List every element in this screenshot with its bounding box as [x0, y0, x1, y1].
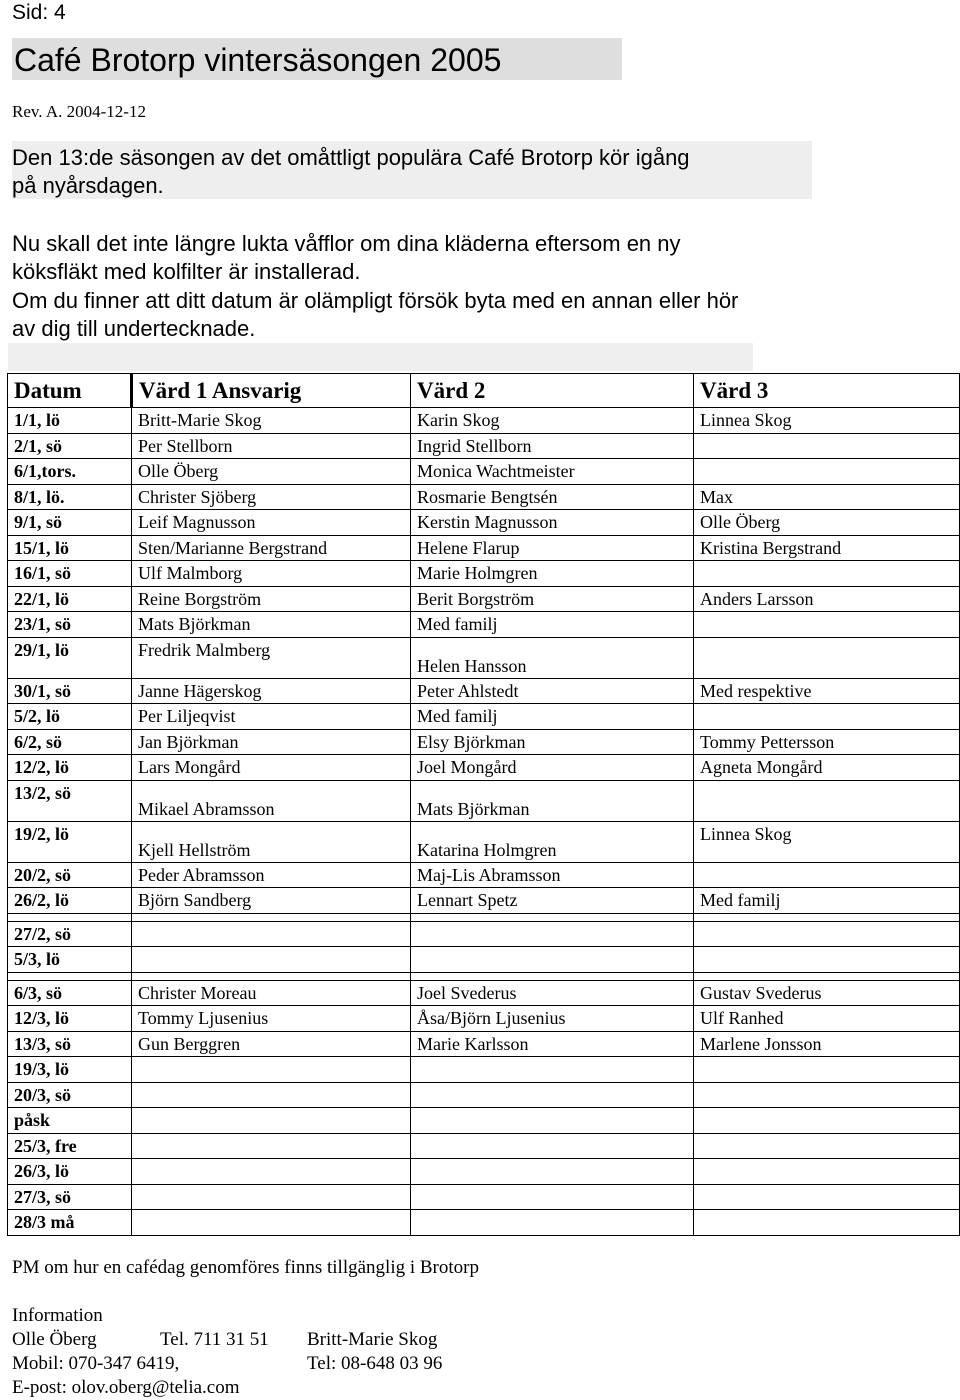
pm-note: PM om hur en cafédag genomföres finns tillgänglig i Brotorp [12, 1257, 479, 1278]
cell-host-1 [132, 1082, 411, 1108]
header-date: Datum [8, 374, 132, 408]
table-spacer [8, 913, 960, 921]
cell-host-3 [694, 459, 960, 485]
table-row [8, 1057, 960, 1083]
table-row [8, 1108, 960, 1134]
table-row [8, 947, 960, 973]
cell-host-3 [694, 780, 960, 821]
cell-host-2 [411, 1184, 694, 1210]
table-row [8, 821, 960, 862]
cell-host-1: Tommy Ljusenius [132, 1006, 411, 1032]
cell-date: 5/3, lö [8, 947, 132, 973]
intro-line-6: av dig till undertecknade. [12, 316, 256, 341]
cell-host-2: Elsy Björkman [411, 729, 694, 755]
cell-host-2: Marie Karlsson [411, 1031, 694, 1057]
cell-host-1 [132, 1159, 411, 1185]
cell-host-1: Per Stellborn [132, 433, 411, 459]
table-row [8, 862, 960, 888]
cell-host-3 [694, 1108, 960, 1134]
cell-host-1: Sten/Marianne Bergstrand [132, 535, 411, 561]
cell-host-3 [694, 433, 960, 459]
table-row [8, 678, 960, 704]
contact-1-mobile: Mobil: 070-347 6419, [12, 1353, 180, 1374]
schedule-body [8, 408, 960, 1236]
cell-date: 20/3, sö [8, 1082, 132, 1108]
cell-host-2 [411, 921, 694, 947]
cell-host-1: Jan Björkman [132, 729, 411, 755]
cell-host-1: Janne Hägerskog [132, 678, 411, 704]
cell-host-2 [411, 1057, 694, 1083]
intro-line-2: på nyårsdagen. [12, 173, 164, 198]
cell-date: 19/2, lö [8, 821, 132, 862]
cell-host-3 [694, 1210, 960, 1236]
cell-host-2: Monica Wachtmeister [411, 459, 694, 485]
revision-label: Rev. A. 2004-12-12 [12, 102, 146, 121]
cell-host-2: Marie Holmgren [411, 561, 694, 587]
cell-host-2 [411, 947, 694, 973]
cell-host-1: Fredrik Malmberg [132, 637, 411, 678]
intro-line-1: Den 13:de säsongen av det omåttligt populära Café Brotorp kör igång [12, 145, 690, 170]
cell-host-2: Joel Svederus [411, 980, 694, 1006]
cell-host-3: Agneta Mongård [694, 755, 960, 781]
table-row [8, 586, 960, 612]
table-row [8, 780, 960, 821]
cell-host-3: Anders Larsson [694, 586, 960, 612]
cell-host-2 [411, 1108, 694, 1134]
cell-host-1 [132, 1184, 411, 1210]
cell-host-3 [694, 1159, 960, 1185]
table-row [8, 1210, 960, 1236]
cell-date: 25/3, fre [8, 1133, 132, 1159]
cell-host-2: Lennart Spetz [411, 888, 694, 914]
table-row [8, 433, 960, 459]
cell-host-3: Kristina Bergstrand [694, 535, 960, 561]
table-row [8, 637, 960, 678]
spacer-cell [8, 972, 132, 980]
table-row [8, 980, 960, 1006]
cell-host-2: Peter Ahlstedt [411, 678, 694, 704]
table-row [8, 1082, 960, 1108]
cell-host-3: Gustav Svederus [694, 980, 960, 1006]
contact-1-tel: Tel. 711 31 51 [160, 1329, 269, 1350]
header-host-3: Värd 3 [694, 374, 960, 408]
spacer-cell [132, 913, 411, 921]
cell-host-1: Leif Magnusson [132, 510, 411, 536]
cell-host-3 [694, 612, 960, 638]
cell-date: 8/1, lö. [8, 484, 132, 510]
cell-date: 6/1,tors. [8, 459, 132, 485]
intro-line-4: köksfläkt med kolfilter är installerad. [12, 259, 361, 284]
cell-host-3 [694, 1184, 960, 1210]
cell-date: 6/2, sö [8, 729, 132, 755]
cell-date: påsk [8, 1108, 132, 1134]
cell-date: 28/3 må [8, 1210, 132, 1236]
cell-date: 26/2, lö [8, 888, 132, 914]
page-title: Café Brotorp vintersäsongen 2005 [14, 42, 502, 78]
cell-host-1: Peder Abramsson [132, 862, 411, 888]
cell-date: 1/1, lö [8, 408, 132, 434]
cell-date: 29/1, lö [8, 637, 132, 678]
cell-date: 22/1, lö [8, 586, 132, 612]
cell-date: 27/3, sö [8, 1184, 132, 1210]
cell-date: 12/2, lö [8, 755, 132, 781]
cell-host-2: Med familj [411, 612, 694, 638]
table-row [8, 921, 960, 947]
cell-host-2: Ingrid Stellborn [411, 433, 694, 459]
cell-host-1: Kjell Hellström [132, 821, 411, 862]
cell-host-3: Marlene Jonsson [694, 1031, 960, 1057]
cell-date: 9/1, sö [8, 510, 132, 536]
cell-date: 13/2, sö [8, 780, 132, 821]
table-row [8, 1031, 960, 1057]
table-row [8, 408, 960, 434]
spacer-cell [8, 913, 132, 921]
cell-host-2: Joel Mongård [411, 755, 694, 781]
cell-host-3 [694, 947, 960, 973]
contact-2-name: Britt-Marie Skog [307, 1329, 438, 1350]
cell-host-2: Katarina Holmgren [411, 821, 694, 862]
cell-date: 30/1, sö [8, 678, 132, 704]
cell-date: 5/2, lö [8, 704, 132, 730]
cell-host-2: Kerstin Magnusson [411, 510, 694, 536]
cell-date: 19/3, lö [8, 1057, 132, 1083]
cell-date: 20/2, sö [8, 862, 132, 888]
cell-host-1: Britt-Marie Skog [132, 408, 411, 434]
table-row [8, 1006, 960, 1032]
cell-host-2 [411, 1210, 694, 1236]
cell-host-3 [694, 862, 960, 888]
cell-date: 12/3, lö [8, 1006, 132, 1032]
schedule-table [7, 373, 960, 1236]
cell-host-2: Åsa/Björn Ljusenius [411, 1006, 694, 1032]
cell-host-3 [694, 1133, 960, 1159]
cell-host-1 [132, 1057, 411, 1083]
cell-host-2: Maj-Lis Abramsson [411, 862, 694, 888]
cell-host-3 [694, 921, 960, 947]
cell-host-1: Ulf Malmborg [132, 561, 411, 587]
cell-host-3 [694, 561, 960, 587]
info-heading: Information [12, 1305, 103, 1326]
cell-host-1: Gun Berggren [132, 1031, 411, 1057]
spacer-cell [694, 913, 960, 921]
table-row [8, 459, 960, 485]
blank-highlight [8, 343, 753, 371]
cell-date: 13/3, sö [8, 1031, 132, 1057]
cell-host-1: Mikael Abramsson [132, 780, 411, 821]
cell-host-2: Rosmarie Bengtsén [411, 484, 694, 510]
header-host-2: Värd 2 [411, 374, 694, 408]
cell-host-3: Med respektive [694, 678, 960, 704]
table-spacer [8, 972, 960, 980]
cell-date: 23/1, sö [8, 612, 132, 638]
intro-line-5: Om du finner att ditt datum är olämpligt försök byta med en annan eller hör [12, 288, 739, 313]
cell-host-3: Olle Öberg [694, 510, 960, 536]
cell-host-2: Karin Skog [411, 408, 694, 434]
intro-line-3: Nu skall det inte längre lukta våfflor om dina kläderna eftersom en ny [12, 231, 681, 256]
cell-date: 2/1, sö [8, 433, 132, 459]
cell-host-3 [694, 1057, 960, 1083]
cell-date: 6/3, sö [8, 980, 132, 1006]
cell-date: 26/3, lö [8, 1159, 132, 1185]
table-row [8, 755, 960, 781]
cell-host-1: Mats Björkman [132, 612, 411, 638]
table-row [8, 1159, 960, 1185]
table-row [8, 510, 960, 536]
cell-host-2: Mats Björkman [411, 780, 694, 821]
cell-host-1 [132, 1108, 411, 1134]
spacer-cell [411, 972, 694, 980]
table-row [8, 729, 960, 755]
table-row [8, 704, 960, 730]
spacer-cell [411, 913, 694, 921]
cell-host-2 [411, 1082, 694, 1108]
header-host-1: Värd 1 Ansvarig [132, 374, 411, 408]
contact-1-name: Olle Öberg [12, 1329, 97, 1350]
table-row [8, 612, 960, 638]
cell-host-2: Med familj [411, 704, 694, 730]
table-row [8, 888, 960, 914]
cell-host-2 [411, 1133, 694, 1159]
cell-host-3: Tommy Pettersson [694, 729, 960, 755]
cell-host-1: Lars Mongård [132, 755, 411, 781]
cell-host-3: Med familj [694, 888, 960, 914]
cell-host-1: Björn Sandberg [132, 888, 411, 914]
table-row [8, 535, 960, 561]
cell-host-2: Helen Hansson [411, 637, 694, 678]
cell-date: 15/1, lö [8, 535, 132, 561]
cell-date: 27/2, sö [8, 921, 132, 947]
cell-host-1: Per Liljeqvist [132, 704, 411, 730]
cell-host-1: Christer Sjöberg [132, 484, 411, 510]
cell-host-2: Helene Flarup [411, 535, 694, 561]
cell-host-2: Berit Borgström [411, 586, 694, 612]
cell-host-3: Linnea Skog [694, 821, 960, 862]
schedule-header-row [8, 374, 960, 408]
cell-host-3: Ulf Ranhed [694, 1006, 960, 1032]
table-row [8, 1184, 960, 1210]
cell-host-3 [694, 1082, 960, 1108]
cell-date: 16/1, sö [8, 561, 132, 587]
cell-host-3 [694, 637, 960, 678]
cell-host-1 [132, 947, 411, 973]
table-row [8, 484, 960, 510]
spacer-cell [694, 972, 960, 980]
cell-host-1 [132, 1133, 411, 1159]
page-number: Sid: 4 [12, 1, 66, 24]
cell-host-1 [132, 921, 411, 947]
cell-host-3 [694, 704, 960, 730]
cell-host-1 [132, 1210, 411, 1236]
cell-host-3: Max [694, 484, 960, 510]
cell-host-1: Reine Borgström [132, 586, 411, 612]
cell-host-1: Olle Öberg [132, 459, 411, 485]
table-row [8, 1133, 960, 1159]
table-row [8, 561, 960, 587]
contact-2-tel: Tel: 08-648 03 96 [307, 1353, 443, 1374]
cell-host-1: Christer Moreau [132, 980, 411, 1006]
cell-host-2 [411, 1159, 694, 1185]
spacer-cell [132, 972, 411, 980]
cell-host-3: Linnea Skog [694, 408, 960, 434]
contact-1-email: E-post: olov.oberg@telia.com [12, 1377, 240, 1398]
